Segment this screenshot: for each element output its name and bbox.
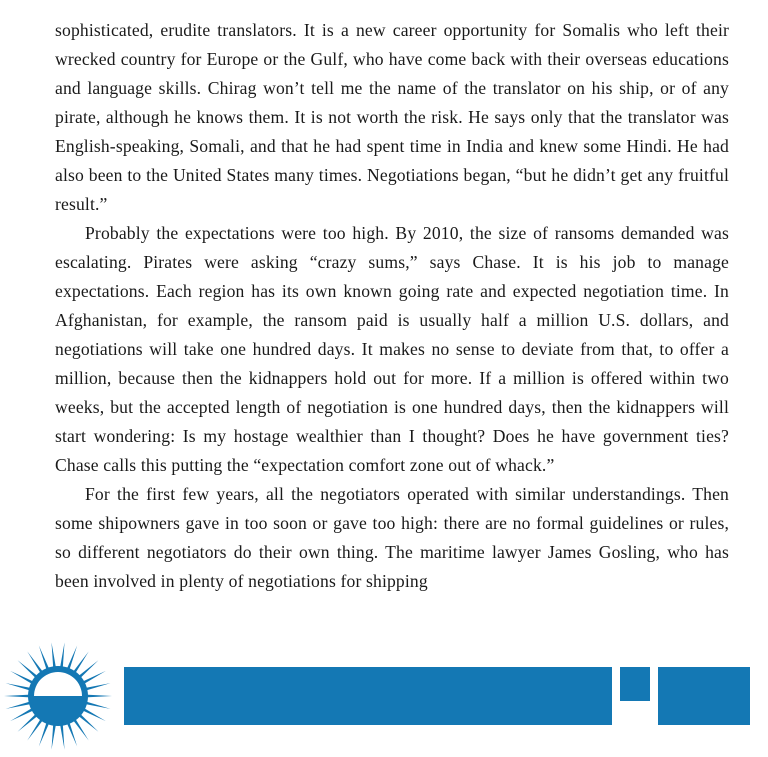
sunburst-ray xyxy=(39,646,50,671)
sunburst-ray xyxy=(4,695,30,698)
sunburst-ray xyxy=(39,722,50,747)
sunburst-ray xyxy=(86,695,112,698)
sunburst-logo-icon xyxy=(2,640,114,752)
sunburst-ray xyxy=(60,642,65,668)
footer-banner-bar xyxy=(124,667,612,725)
sunburst-logo-svg xyxy=(2,640,114,752)
footer-banner-tab xyxy=(620,667,650,701)
sunburst-ray xyxy=(51,642,56,668)
paragraph-1: sophisticated, erudite translators. It is a new career opportunity for Somalis who left their wrecked country for Europe or the Gulf, who have come back with their overseas educations and language skills. Chirag won’t tell me the name of the translator on his ship, or of any pirate, although he knows them. It is not worth the risk. He says only that the translator was English-speaking, Somali, and that he had spent time in India and knew some Hindi. He had also been to the United States many times. Negotiations began, “but he didn’t get any fruitful result.” xyxy=(55,20,729,214)
body-text xyxy=(55,16,729,596)
footer-banner-block xyxy=(658,667,750,725)
sunburst-ray xyxy=(10,671,34,684)
sunburst-ray xyxy=(85,683,111,691)
paragraph-3: For the first few years, all the negotiators operated with similar understandings. Then some shipowners gave in too soon or gave too high: there are no formal guidelines or rules, so different negotiators do their own thing. The maritime lawyer James Gosling, who has been involved in plenty of negotiations for shipping xyxy=(55,484,729,591)
sunburst-ray xyxy=(6,701,32,709)
paragraph-2: Probably the expectations were too high. By 2010, the size of ransoms demanded was escalating. Pirates were asking “crazy sums,” says Chase. It is his job to manage expectations. Each region has its own known going rate and expected negotiation time. In Afghanistan, for example, the ransom paid is usually half a million U.S. dollars, and negotiations will take one hundred days. It makes no sense to deviate from that, to offer a million, because then the kidnappers hold out for more. If a million is offered within two weeks, but the accepted length of negotiation is one hundred days, then the kidnappers will start wondering: Is my hostage wealthier than I thought? Does he have government ties? Chase calls this putting the “expectation comfort zone out of whack.” xyxy=(55,223,729,475)
sunburst-ray xyxy=(6,683,32,691)
sunburst-ray xyxy=(51,724,56,750)
sunburst-ray xyxy=(82,708,106,721)
sunburst-ray xyxy=(10,708,34,721)
sunburst-ray xyxy=(67,646,78,671)
sunburst-ray xyxy=(82,671,106,684)
sunburst-ray xyxy=(85,701,111,709)
sunburst-ray xyxy=(60,724,65,750)
sunburst-ray xyxy=(67,722,78,747)
